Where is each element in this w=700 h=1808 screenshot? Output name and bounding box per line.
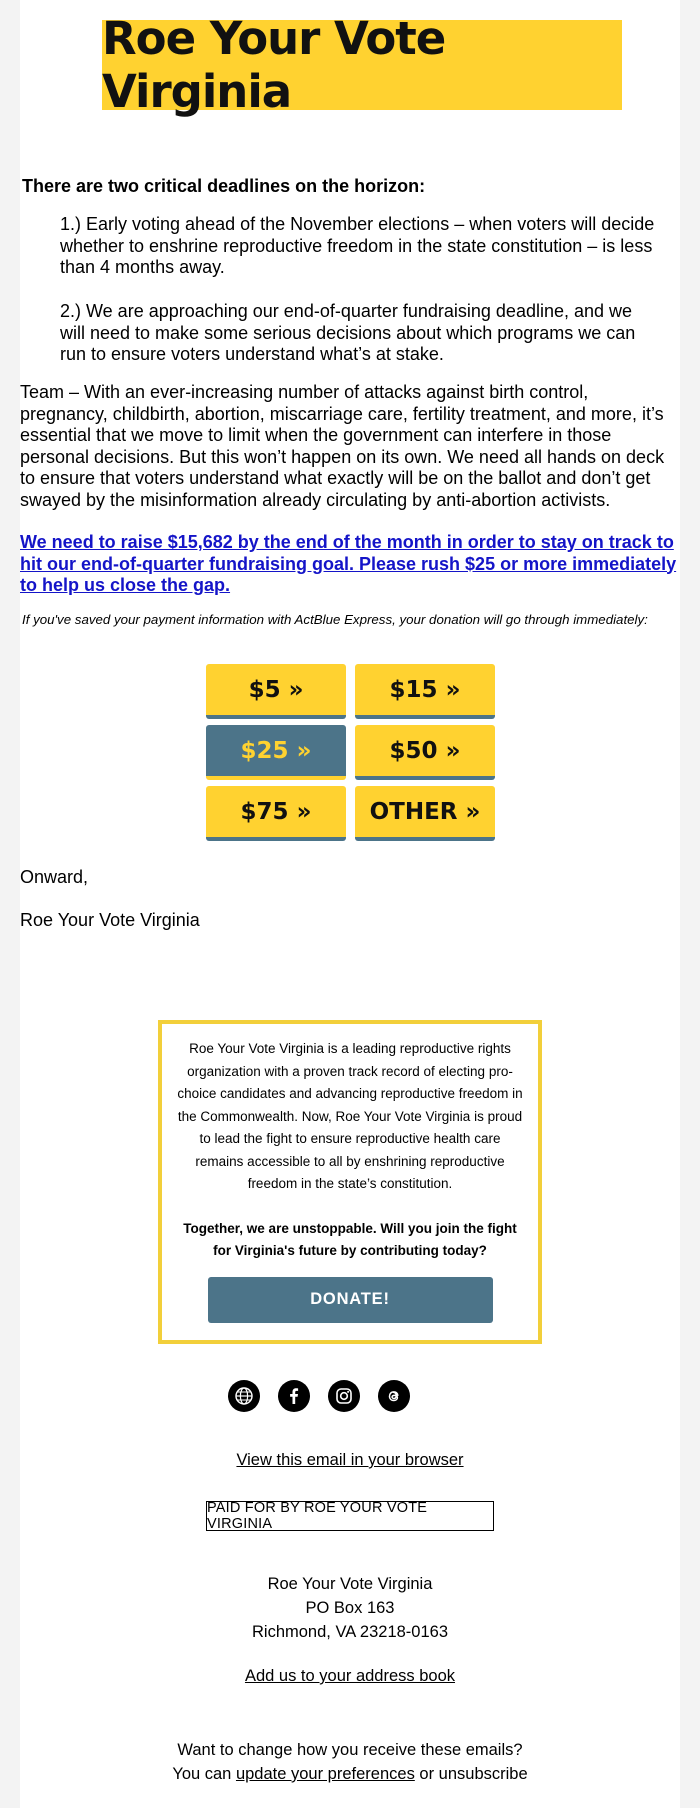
amount-button-other[interactable]: OTHER » (355, 786, 495, 841)
globe-icon[interactable] (228, 1380, 260, 1412)
facebook-icon[interactable] (278, 1380, 310, 1412)
address-city-line: Richmond, VA 23218-0163 (252, 1623, 448, 1641)
signoff-signature: Roe Your Vote Virginia (20, 910, 200, 930)
address-po-box: PO Box 163 (305, 1599, 395, 1617)
mailing-address (20, 1572, 680, 1644)
address-book-row (20, 1667, 680, 1686)
paid-for-disclaimer: PAID FOR BY ROE YOUR VOTE VIRGINIA (206, 1501, 494, 1531)
logo-text: Roe Your Vote Virginia (102, 12, 446, 118)
threads-icon[interactable] (378, 1380, 410, 1412)
instagram-icon[interactable] (328, 1380, 360, 1412)
email-container (20, 0, 680, 1808)
prefs-prefix: You can (172, 1765, 232, 1783)
donation-ask-link[interactable]: We need to raise $15,682 by the end of the month in order to stay on track to hit our end-of-quarter fundraising goal. Please rush $25 or more immediately to help us close the gap. (20, 532, 677, 595)
amount-button-50[interactable]: $50 » (355, 725, 495, 780)
donation-amount-grid (206, 664, 494, 841)
view-in-browser-link[interactable]: View this email in your browser (236, 1451, 464, 1469)
intro-heading: There are two critical deadlines on the horizon: (22, 176, 426, 196)
prefs-line (20, 1762, 680, 1786)
about-cta: Together, we are unstoppable. Will you join the fight for Virginia's future by contributing today? (183, 1220, 517, 1258)
actblue-express-note: If you've saved your payment information with ActBlue Express, your donation will go through immediately: (22, 612, 648, 627)
deadline-point-1: 1.) Early voting ahead of the November elections – when voters will decide whether to enshrine reproductive freedom in the state constitution – is less than 4 months away. (60, 214, 655, 277)
social-links (228, 1380, 410, 1412)
brand-logo (102, 12, 622, 118)
body-paragraph: Team – With an ever-increasing number of attacks against birth control, pregnancy, childbirth, abortion, miscarriage care, fertility treatment, and more, it’s essential that we move to limit when the government can interfere in those personal decisions. But this won’t happen on its own. We need all hands on deck to ensure that voters understand what exactly will be on the ballot and don’t get swayed by the misinformation already circulating by anti-abortion activists. (20, 382, 665, 510)
amount-button-75[interactable]: $75 » (206, 786, 346, 841)
view-in-browser-row (20, 1451, 680, 1470)
update-preferences-link[interactable]: update your preferences (235, 1765, 415, 1783)
prefs-suffix: or unsubscribe (419, 1765, 528, 1783)
amount-button-25[interactable]: $25 » (206, 725, 346, 780)
address-org: Roe Your Vote Virginia (267, 1575, 433, 1593)
amount-button-5[interactable]: $5 » (206, 664, 346, 719)
amount-button-15[interactable]: $15 » (355, 664, 495, 719)
prefs-question: Want to change how you receive these emails? (177, 1741, 523, 1759)
deadline-point-2: 2.) We are approaching our end-of-quarter fundraising deadline, and we will need to make some serious decisions about which programs we can run to ensure voters understand what’s at stake. (60, 301, 636, 364)
donate-button[interactable]: DONATE! (208, 1277, 493, 1323)
email-preferences (20, 1738, 680, 1786)
add-to-address-book-link[interactable]: Add us to your address book (244, 1667, 456, 1685)
about-box (158, 1020, 542, 1344)
signoff-closing: Onward, (20, 867, 89, 887)
about-description: Roe Your Vote Virginia is a leading reproductive rights organization with a proven track record of electing pro-choice candidates and advancing reproductive freedom in the Commonwealth. Now, Roe Your Vote Virginia is proud to lead the fight to ensure reproductive health care remains accessible to all by enshrining reproductive freedom in the state’s constitution. (177, 1041, 523, 1191)
